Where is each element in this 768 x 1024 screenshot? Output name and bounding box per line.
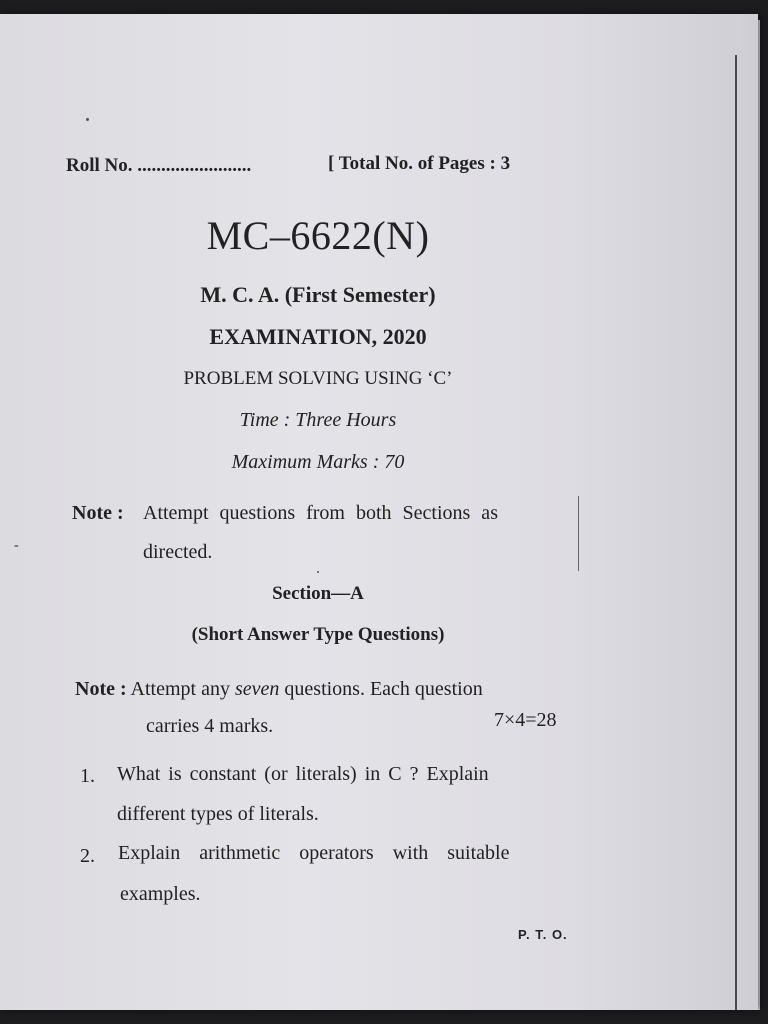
- subject-title: PROBLEM SOLVING USING ‘C’: [183, 368, 453, 389]
- speck: [317, 571, 319, 573]
- question-number: 2.: [80, 845, 95, 867]
- section-subtitle: (Short Answer Type Questions): [191, 624, 445, 645]
- paper-edge: [735, 55, 737, 1010]
- section-note: [75, 678, 483, 701]
- note-text-line1: Attempt questions from both Sections as: [143, 502, 498, 524]
- note-text-part: questions. Each question: [279, 678, 483, 700]
- note-label: Note :: [75, 678, 127, 700]
- speck: [86, 118, 89, 121]
- note-emphasis: seven: [234, 678, 280, 700]
- question-text-line2: different types of literals.: [117, 803, 319, 825]
- question-number: 1.: [80, 765, 95, 787]
- note-text-part: Attempt any: [130, 678, 235, 700]
- note-label: Note :: [72, 502, 124, 524]
- section-marks: 7×4=28: [494, 709, 557, 731]
- paper-code: MC–6622(N): [206, 213, 430, 258]
- please-turn-over: P. T. O.: [518, 927, 568, 942]
- question-text-line1: Explain arithmetic operators with suitable: [118, 842, 510, 864]
- question-text-line1: What is constant (or literals) in C ? Explain: [117, 763, 489, 785]
- section-note-line2: carries 4 marks.: [146, 715, 274, 737]
- roll-number-label: Roll No. ........................: [66, 155, 252, 176]
- margin-bar: [578, 496, 579, 571]
- margin-mark: -: [14, 538, 19, 553]
- maximum-marks: Maximum Marks : 70: [231, 451, 405, 473]
- note-text-line2: directed.: [143, 541, 213, 563]
- time-allowed: Time : Three Hours: [239, 409, 397, 431]
- question-text-line2: examples.: [120, 883, 201, 905]
- total-pages-label: [ Total No. of Pages : 3: [328, 153, 511, 174]
- programme-title: M. C. A. (First Semester): [200, 282, 436, 307]
- general-note: [72, 502, 124, 525]
- exam-title: EXAMINATION, 2020: [209, 324, 427, 349]
- section-title: Section—A: [272, 583, 364, 604]
